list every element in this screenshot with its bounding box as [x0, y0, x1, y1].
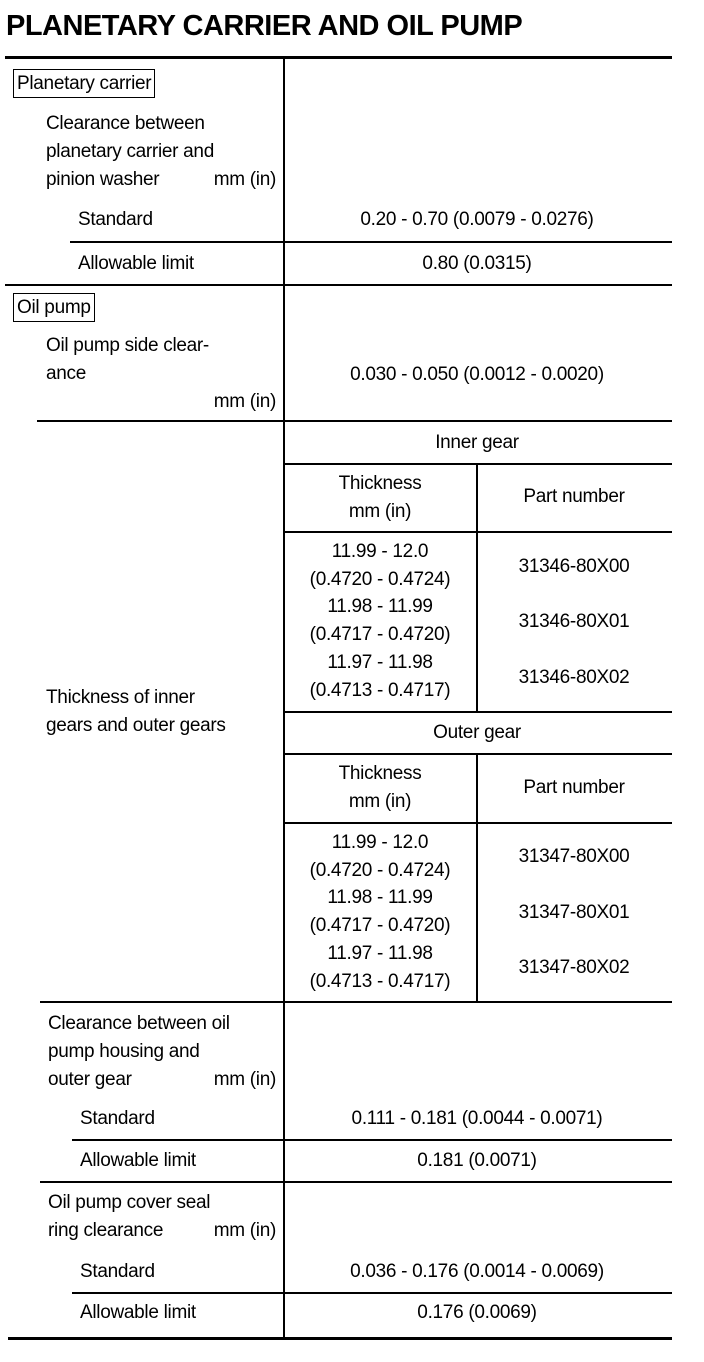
thickness-value: 11.99 - 12.0 — [331, 541, 429, 562]
row-divider — [284, 463, 672, 465]
limit-value: 0.176 (0.0069) — [417, 1302, 537, 1323]
unit-label: mm (in) — [213, 169, 276, 190]
column-header-part-number: Part number — [523, 777, 625, 798]
table-top-rule — [5, 56, 672, 59]
thickness-value: (0.4713 - 0.4717) — [309, 971, 451, 992]
section-label-oil-pump: Oil pump — [13, 293, 95, 322]
item-label: pinion washer — [46, 169, 160, 190]
column-header-thickness: Thickness — [338, 763, 422, 784]
column-header-thickness-unit: mm (in) — [348, 791, 412, 812]
item-label: gears and outer gears — [46, 715, 226, 736]
limit-value: 0.181 (0.0071) — [417, 1150, 537, 1171]
row-divider — [72, 1292, 672, 1294]
standard-value: 0.111 - 0.181 (0.0044 - 0.0071) — [351, 1108, 603, 1129]
standard-value: 0.036 - 0.176 (0.0014 - 0.0069) — [350, 1261, 604, 1282]
item-label: outer gear — [48, 1069, 132, 1090]
item-label: pump housing and — [48, 1041, 200, 1062]
limit-label: Allowable limit — [80, 1302, 196, 1323]
thickness-value: 11.99 - 12.0 — [331, 832, 429, 853]
part-number: 31346-80X01 — [518, 611, 630, 632]
thickness-value: (0.4713 - 0.4717) — [309, 680, 451, 701]
outer-gear-header: Outer gear — [433, 722, 521, 743]
thickness-value: (0.4720 - 0.4724) — [309, 569, 451, 590]
column-divider — [283, 57, 285, 1339]
item-label: ance — [46, 363, 87, 384]
thickness-value: 11.97 - 11.98 — [327, 943, 433, 964]
unit-label: mm (in) — [213, 1220, 276, 1241]
column-header-thickness-unit: mm (in) — [348, 501, 412, 522]
side-clearance-value: 0.030 - 0.050 (0.0012 - 0.0020) — [350, 364, 604, 385]
limit-label: Allowable limit — [80, 1150, 196, 1171]
part-number: 31347-80X02 — [518, 957, 630, 978]
table-bottom-rule — [8, 1337, 672, 1340]
row-divider — [72, 1139, 672, 1141]
row-divider — [284, 822, 672, 824]
item-label: ring clearance — [48, 1220, 164, 1241]
column-header-thickness: Thickness — [338, 473, 422, 494]
part-number: 31347-80X01 — [518, 902, 630, 923]
item-label: Clearance between oil — [48, 1013, 230, 1034]
row-divider — [284, 711, 672, 713]
thickness-value: 11.97 - 11.98 — [327, 652, 433, 673]
row-divider — [40, 1181, 672, 1183]
limit-label: Allowable limit — [78, 253, 194, 274]
part-number: 31346-80X02 — [518, 667, 630, 688]
row-divider — [284, 753, 672, 755]
part-number: 31346-80X00 — [518, 556, 630, 577]
standard-value: 0.20 - 0.70 (0.0079 - 0.0276) — [360, 209, 594, 230]
thickness-value: 11.98 - 11.99 — [327, 596, 433, 617]
section-divider — [5, 284, 672, 286]
item-label: Oil pump cover seal — [48, 1192, 211, 1213]
unit-label: mm (in) — [213, 391, 276, 412]
page-title: PLANETARY CARRIER AND OIL PUMP — [6, 10, 523, 42]
limit-value: 0.80 (0.0315) — [422, 253, 532, 274]
row-divider — [37, 420, 672, 422]
unit-label: mm (in) — [213, 1069, 276, 1090]
item-label: Oil pump side clear- — [46, 335, 209, 356]
column-divider — [476, 464, 478, 712]
row-divider — [284, 531, 672, 533]
thickness-value: (0.4717 - 0.4720) — [309, 624, 451, 645]
row-divider — [40, 1001, 672, 1003]
column-divider — [476, 754, 478, 1002]
standard-label: Standard — [80, 1108, 155, 1129]
part-number: 31347-80X00 — [518, 846, 630, 867]
thickness-value: (0.4720 - 0.4724) — [309, 860, 451, 881]
standard-label: Standard — [78, 209, 153, 230]
row-divider — [70, 241, 672, 243]
standard-label: Standard — [80, 1261, 155, 1282]
thickness-value: 11.98 - 11.99 — [327, 887, 433, 908]
section-label-planetary-carrier: Planetary carrier — [13, 69, 155, 98]
item-label: Thickness of inner — [46, 687, 195, 708]
item-label: planetary carrier and — [46, 141, 214, 162]
inner-gear-header: Inner gear — [435, 432, 519, 453]
thickness-value: (0.4717 - 0.4720) — [309, 915, 451, 936]
item-label: Clearance between — [46, 113, 205, 134]
column-header-part-number: Part number — [523, 486, 625, 507]
